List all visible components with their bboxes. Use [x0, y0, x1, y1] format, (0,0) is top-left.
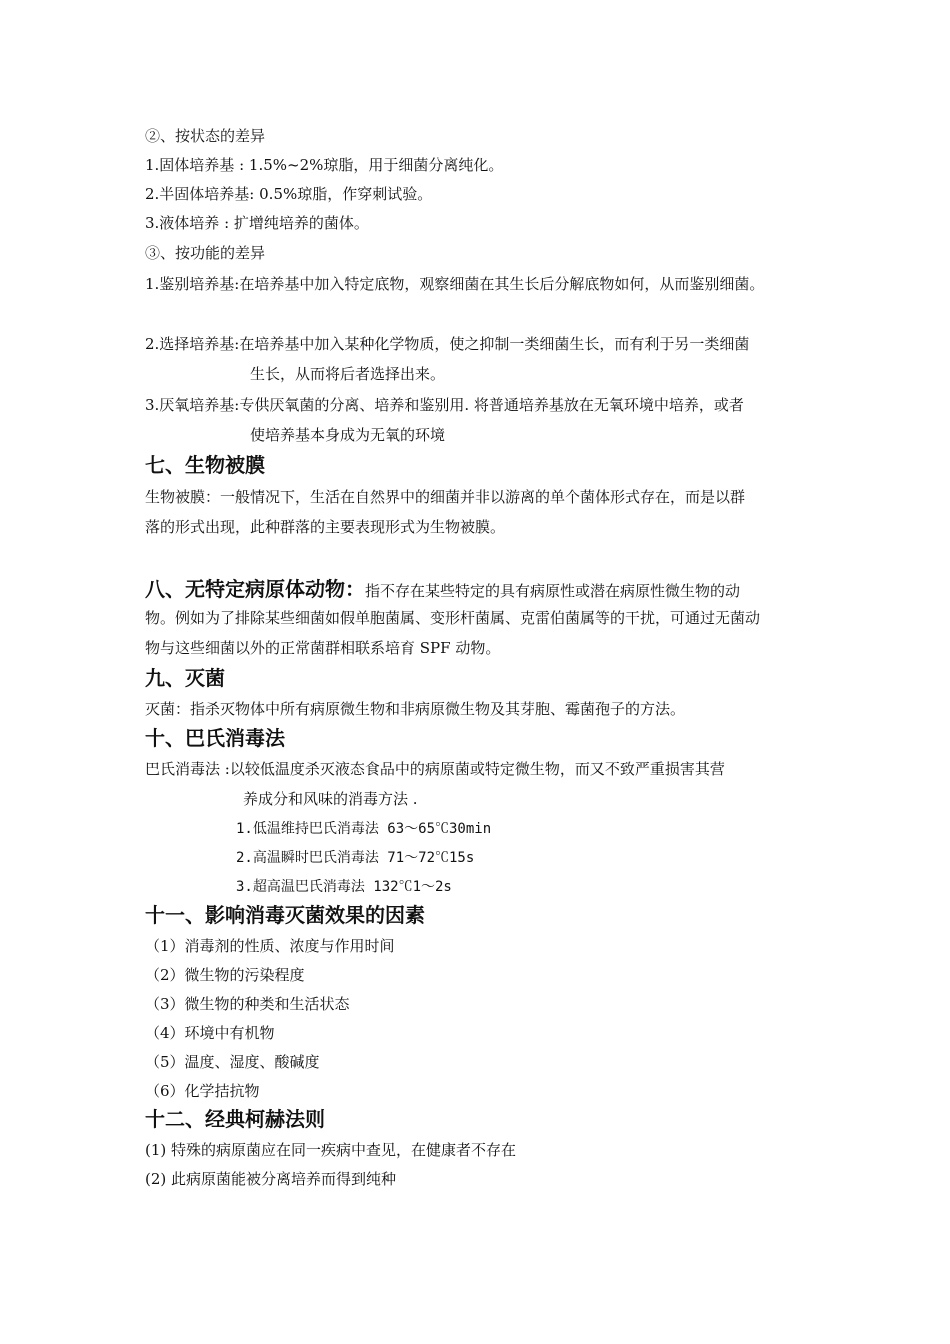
section-10-line-1: 巴氏消毒法 :以较低温度杀灭液态食品中的病原菌或特定微生物，而又不致严重损害其营	[145, 760, 725, 778]
section-12-heading: 十二、经典柯赫法则	[145, 1107, 325, 1131]
section-8-line-1: 指不存在某些特定的具有病原性或潜在病原性微生物的动	[365, 582, 741, 600]
section-8-line-2: 物。例如为了排除某些细菌如假单胞菌属、变形杆菌属、克雷伯菌属等的干扰，可通过无菌动	[145, 609, 761, 627]
section-11-heading: 十一、影响消毒灭菌效果的因素	[145, 903, 425, 927]
section-8-heading: 八、无特定病原体动物：	[145, 577, 365, 601]
section-7-heading: 七、生物被膜	[145, 453, 265, 477]
state-item-3: 3.液体培养 : 扩增纯培养的菌体。	[145, 214, 369, 232]
state-item-1: 1.固体培养基 : 1.5%~2%琼脂，用于细菌分离纯化。	[145, 156, 504, 174]
pasteurization-method-3: 3.超高温巴氏消毒法 132℃1～2s	[236, 879, 452, 895]
section-10-line-2: 养成分和风味的消毒方法 .	[243, 790, 418, 808]
factor-item: （5）温度、湿度、酸碱度	[145, 1053, 320, 1071]
section-9-line-1: 灭菌：指杀灭物体中所有病原微生物和非病原微生物及其芽胞、霉菌孢子的方法。	[145, 700, 686, 718]
section-8-line-3: 物与这些细菌以外的正常菌群相联系培育 SPF 动物。	[145, 639, 501, 657]
section-10-heading: 十、巴氏消毒法	[145, 726, 285, 750]
factor-item: （1）消毒剂的性质、浓度与作用时间	[145, 937, 395, 955]
section-7-line-1: 生物被膜：一般情况下，生活在自然界中的细菌并非以游离的单个菌体形式存在，而是以群	[145, 488, 746, 506]
function-item-1: 1.鉴别培养基:在培养基中加入特定底物，观察细菌在其生长后分解底物如何，从而鉴别细菌。	[145, 275, 765, 293]
factor-item: （6）化学拮抗物	[145, 1082, 260, 1100]
factor-item: （4）环境中有机物	[145, 1024, 275, 1042]
section-9-heading: 九、灭菌	[145, 666, 225, 690]
factor-item: （2）微生物的污染程度	[145, 966, 305, 984]
state-item-2: 2.半固体培养基: 0.5%琼脂，作穿刺试验。	[145, 185, 433, 203]
pasteurization-method-1: 1.低温维持巴氏消毒法 63～65℃30min	[236, 821, 492, 837]
factor-item: （3）微生物的种类和生活状态	[145, 995, 350, 1013]
pasteurization-method-2: 2.高温瞬时巴氏消毒法 71～72℃15s	[236, 850, 475, 866]
function-item-3-line-1: 3.厌氧培养基:专供厌氧菌的分离、培养和鉴别用. 将普通培养基放在无氧环境中培养，或者	[145, 396, 744, 414]
function-item-3-line-2: 使培养基本身成为无氧的环境	[250, 426, 446, 444]
koch-postulate-item: (2) 此病原菌能被分离培养而得到纯种	[145, 1170, 397, 1188]
function-item-2-line-1: 2.选择培养基:在培养基中加入某种化学物质，使之抑制一类细菌生长，而有利于另一类细菌	[145, 335, 750, 353]
section-8-first-line	[145, 576, 740, 604]
koch-postulate-item: (1) 特殊的病原菌应在同一疾病中查见，在健康者不存在	[145, 1141, 517, 1159]
function-subtitle: ③、按功能的差异	[145, 244, 266, 262]
state-subtitle: ②、按状态的差异	[145, 127, 266, 145]
function-item-2-line-2: 生长，从而将后者选择出来。	[250, 365, 446, 383]
section-7-line-2: 落的形式出现，此种群落的主要表现形式为生物被膜。	[145, 518, 506, 536]
